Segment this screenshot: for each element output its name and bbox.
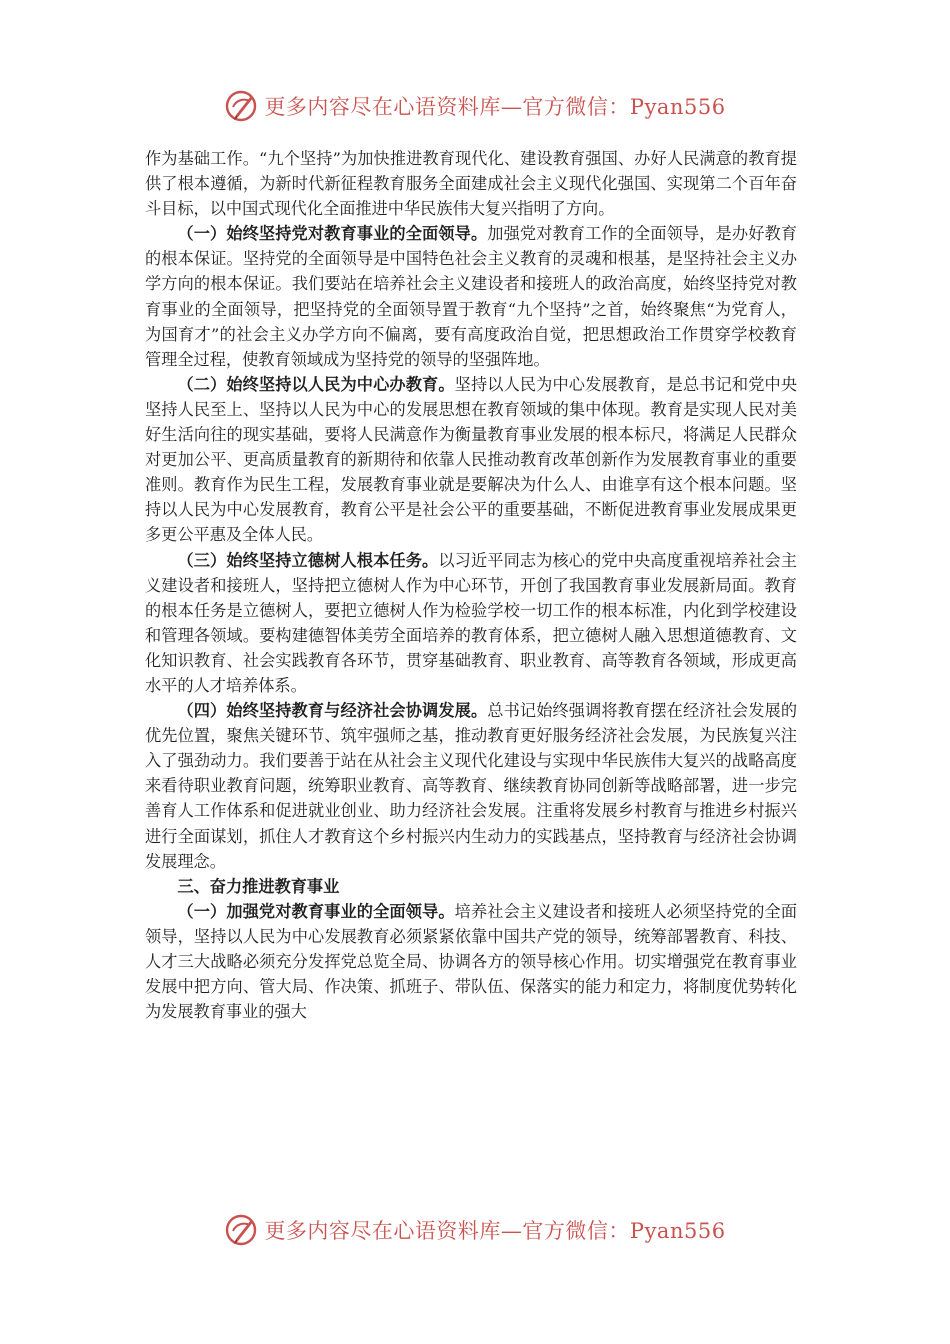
paragraph-section-2 <box>145 372 797 548</box>
paragraph-heading: （四）始终坚持教育与经济社会协调发展。 <box>177 701 488 721</box>
paragraph-text: 培养社会主义建设者和接班人必须坚持党的全面领导，坚持以人民为中心发展教育必须紧紧依靠中国共产党的领导，统筹部署教育、科技、人才三大战略必须充分发挥党总览全局、协调各方的领导核心作用。切实增强党在教育事业发展中把方向、管大局、作决策、抓班子、带队伍、保落实的能力和定力，将制度优势转化为发展教育事业的强大 <box>145 901 798 1022</box>
paragraph-text: 加强党对教育工作的全面领导，是办好教育的根本保证。坚持党的全面领导是中国特色社会主义教育的灵魂和根基，是坚持社会主义办学方向的根本保证。我们要站在培养社会主义建设者和接班人的政治高度，始终坚持党对教育事业的全面领导，把坚持党的全面领导置于教育“九个坚持”之首，始终聚焦“为党育人，为国育才”的社会主义办学方向不偏离，要有高度政治自觉，把思想政治工作贯穿学校教育管理全过程，使教育领域成为坚持党的领导的坚强阵地。 <box>145 224 798 369</box>
paragraph-heading: （一）加强党对教育事业的全面领导。 <box>177 901 455 921</box>
header-banner-text: 更多内容尽在心语资料库—官方微信：Pyan556 <box>264 95 726 119</box>
header-banner <box>0 86 950 126</box>
paragraph-heading: （三）始终坚持立德树人根本任务。 <box>177 550 439 570</box>
paragraph-section-1 <box>145 221 797 372</box>
paragraph-section-4 <box>145 698 797 874</box>
paragraph-text: 作为基础工作。“九个坚持”为加快推进教育现代化、建设教育强国、办好人民满意的教育提供了根本遵循，为新时代新征程教育服务全面建成社会主义现代化强国、实现第二个百年奋斗目标，以中国式现代化全面推进中华民族伟大复兴指明了方向。 <box>145 149 797 219</box>
paragraph-text: 总书记始终强调将教育摆在经济社会发展的优先位置，聚焦关键环节、筑牢强师之基，推动教育更好服务经济社会发展，为民族复兴注入了强劲动力。我们要善于站在从社会主义现代化建设与实现中华民族伟大复兴的战略高度来看待职业教育问题，统筹职业教育、高等教育、继续教育协同创新等战略部署，进一步完善育人工作体系和促进就业创业、助力经济社会发展。注重将发展乡村教育与推进乡村振兴进行全面谋划，抓住人才教育这个乡村振兴内生动力的实践基点，坚持教育与经济社会协调发展理念。 <box>145 701 798 871</box>
paragraph-text: 以习近平同志为核心的党中央高度重视培养社会主义建设者和接班人，坚持把立德树人作为中心环节，开创了我国教育事业发展新局面。教育的根本任务是立德树人，要把立德树人作为检验学校一切工作的根本标准，内化到学校建设和管理各领域。要构建德智体美劳全面培养的教育体系，把立德树人融入思想道德教育、文化知识教育、社会实践教育各环节，贯穿基础教育、职业教育、高等教育各领域，形成更高水平的人才培养体系。 <box>145 550 798 695</box>
paragraph-heading: （二）始终坚持以人民为中心办教育。 <box>177 374 455 394</box>
paragraph-text: 坚持以人民为中心发展教育，是总书记和党中央坚持人民至上、坚持以人民为中心的发展思想在教育领域的集中体现。教育是实现人民对美好生活向往的现实基础，要将人民满意作为衡量教育事业发展的根本标尺，将满足人民群众对更加公平、更高质量教育的新期待和依靠人民推动教育改革创新作为发展教育事业的重要准则。教育作为民生工程，发展教育事业就是要解决为什么人、由谁享有这个根本问题。坚持以人民为中心发展教育，教育公平是社会公平的重要基础，不断促进教育事业发展成果更多更公平惠及全体人民。 <box>145 374 798 545</box>
section-title: 三、奋力推进教育事业 <box>177 876 340 896</box>
footer-banner <box>0 1210 950 1250</box>
paragraph-subsection-1 <box>145 899 797 1024</box>
section-heading <box>145 874 797 899</box>
document-body <box>145 146 797 1024</box>
paragraph-heading: （一）始终坚持党对教育事业的全面领导。 <box>177 224 488 244</box>
paragraph-continuation <box>145 146 797 221</box>
pen-logo-icon <box>224 89 258 123</box>
footer-banner-text: 更多内容尽在心语资料库—官方微信：Pyan556 <box>264 1219 726 1243</box>
paragraph-section-3 <box>145 548 797 699</box>
pen-logo-icon <box>224 1213 258 1247</box>
